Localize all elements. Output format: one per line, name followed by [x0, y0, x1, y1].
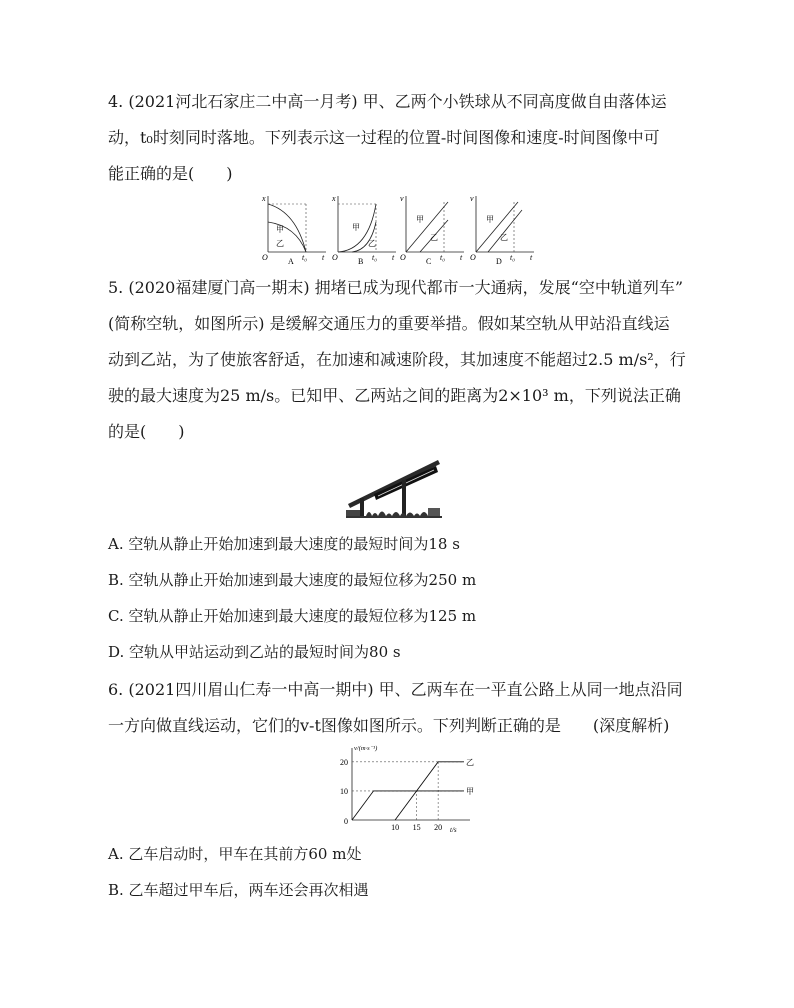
x-axis-label: t/s [450, 826, 457, 834]
q4b-curve1: 甲 [352, 223, 360, 232]
q4c-origin: O [400, 253, 406, 262]
q4c-yaxis: v [400, 194, 404, 203]
y-tick-label: 10 [340, 786, 348, 796]
q6-line-2: 一方向做直线运动，它们的v-t图像如图所示。下列判断正确的是 (深度解析) [108, 716, 670, 735]
q4c-xaxis: t [460, 253, 463, 262]
q4b-yaxis: x [332, 194, 336, 203]
q4b-origin: O [332, 253, 338, 262]
q4a-origin: O [262, 253, 268, 262]
q4a-t0: t₀ [302, 253, 308, 262]
q4-graph-b [328, 192, 400, 264]
q4a-curve1: 甲 [276, 225, 284, 234]
q4-line-1: 4. (2021河北石家庄二中高一月考) 甲、乙两个小铁球从不同高度做自由落体运 [108, 92, 667, 111]
q4a-curve2: 乙 [276, 239, 284, 248]
q5-option-c: C. 空轨从静止开始加速到最大速度的最短位移为125 m [108, 607, 477, 625]
q4d-yaxis: v [470, 194, 474, 203]
q4a-yaxis: x [262, 194, 266, 203]
q5-line-3: 动到乙站，为了使旅客舒适，在加速和减速阶段，其加速度不能超过2.5 m/s²，行 [108, 350, 686, 369]
q4a-label: A [288, 257, 294, 264]
q4d-origin: O [470, 253, 476, 262]
q5-option-b: B. 空轨从静止开始加速到最大速度的最短位移为250 m [108, 571, 477, 589]
q4c-t0: t₀ [440, 253, 446, 262]
q4-line-2: 动，t₀时刻同时落地。下列表示这一过程的位置-时间图像和速度-时间图像中可 [108, 128, 660, 147]
q4-graph-a [258, 192, 330, 264]
skytrain-image [344, 452, 444, 522]
q4d-label: D [496, 257, 502, 264]
q5-option-a: A. 空轨从静止开始加速到最大速度的最短时间为18 s [108, 535, 460, 553]
origin-label: 0 [344, 817, 348, 826]
q5-line-1: 5. (2020福建厦门高一期末) 拥堵已成为现代都市一大通病，发展“空中轨道列车” [108, 278, 684, 297]
q4-graph-d [466, 192, 538, 264]
q5-line-2: (简称空轨，如图所示) 是缓解交通压力的重要举措。假如某空轨从甲站沿直线运 [108, 314, 670, 333]
q5-line-4: 驶的最大速度为25 m/s。已知甲、乙两站之间的距离为2×10³ m，下列说法正确 [108, 386, 681, 405]
q4d-xaxis: t [530, 253, 533, 262]
series-line [352, 791, 464, 820]
q5-option-d: D. 空轨从甲站运动到乙站的最短时间为80 s [108, 643, 401, 661]
series-label: 乙 [466, 757, 474, 767]
y-tick-label: 20 [340, 757, 348, 767]
x-tick-label: 15 [412, 823, 421, 832]
q6-option-a: A. 乙车启动时，甲车在其前方60 m处 [108, 845, 362, 863]
y-axis-label: v/(m·s⁻¹) [354, 745, 378, 752]
q4a-xaxis: t [322, 253, 325, 262]
q5-line-5: 的是( ) [108, 422, 185, 441]
q6-line-1: 6. (2021四川眉山仁寿一中高一期中) 甲、乙两车在一平直公路上从同一地点沿同 [108, 680, 683, 699]
vt-chart [336, 744, 476, 836]
q4d-curve1: 甲 [486, 215, 494, 224]
q4c-curve2: 乙 [430, 233, 438, 242]
q6-option-b: B. 乙车超过甲车后，两车还会再次相遇 [108, 881, 369, 899]
q4b-label: B [358, 257, 364, 264]
q4c-label: C [426, 257, 432, 264]
q4b-t0: t₀ [372, 253, 378, 262]
x-tick-label: 10 [391, 823, 400, 832]
series-label: 甲 [466, 786, 474, 796]
q4b-curve2: 乙 [368, 239, 376, 248]
q4-line-3: 能正确的是( ) [108, 164, 233, 183]
q4c-curve1: 甲 [416, 215, 424, 224]
q4d-t0: t₀ [510, 253, 516, 262]
q4b-xaxis: t [392, 253, 395, 262]
q4-graph-c [396, 192, 468, 264]
x-tick-label: 20 [434, 823, 443, 832]
q4d-curve2: 乙 [500, 233, 508, 242]
